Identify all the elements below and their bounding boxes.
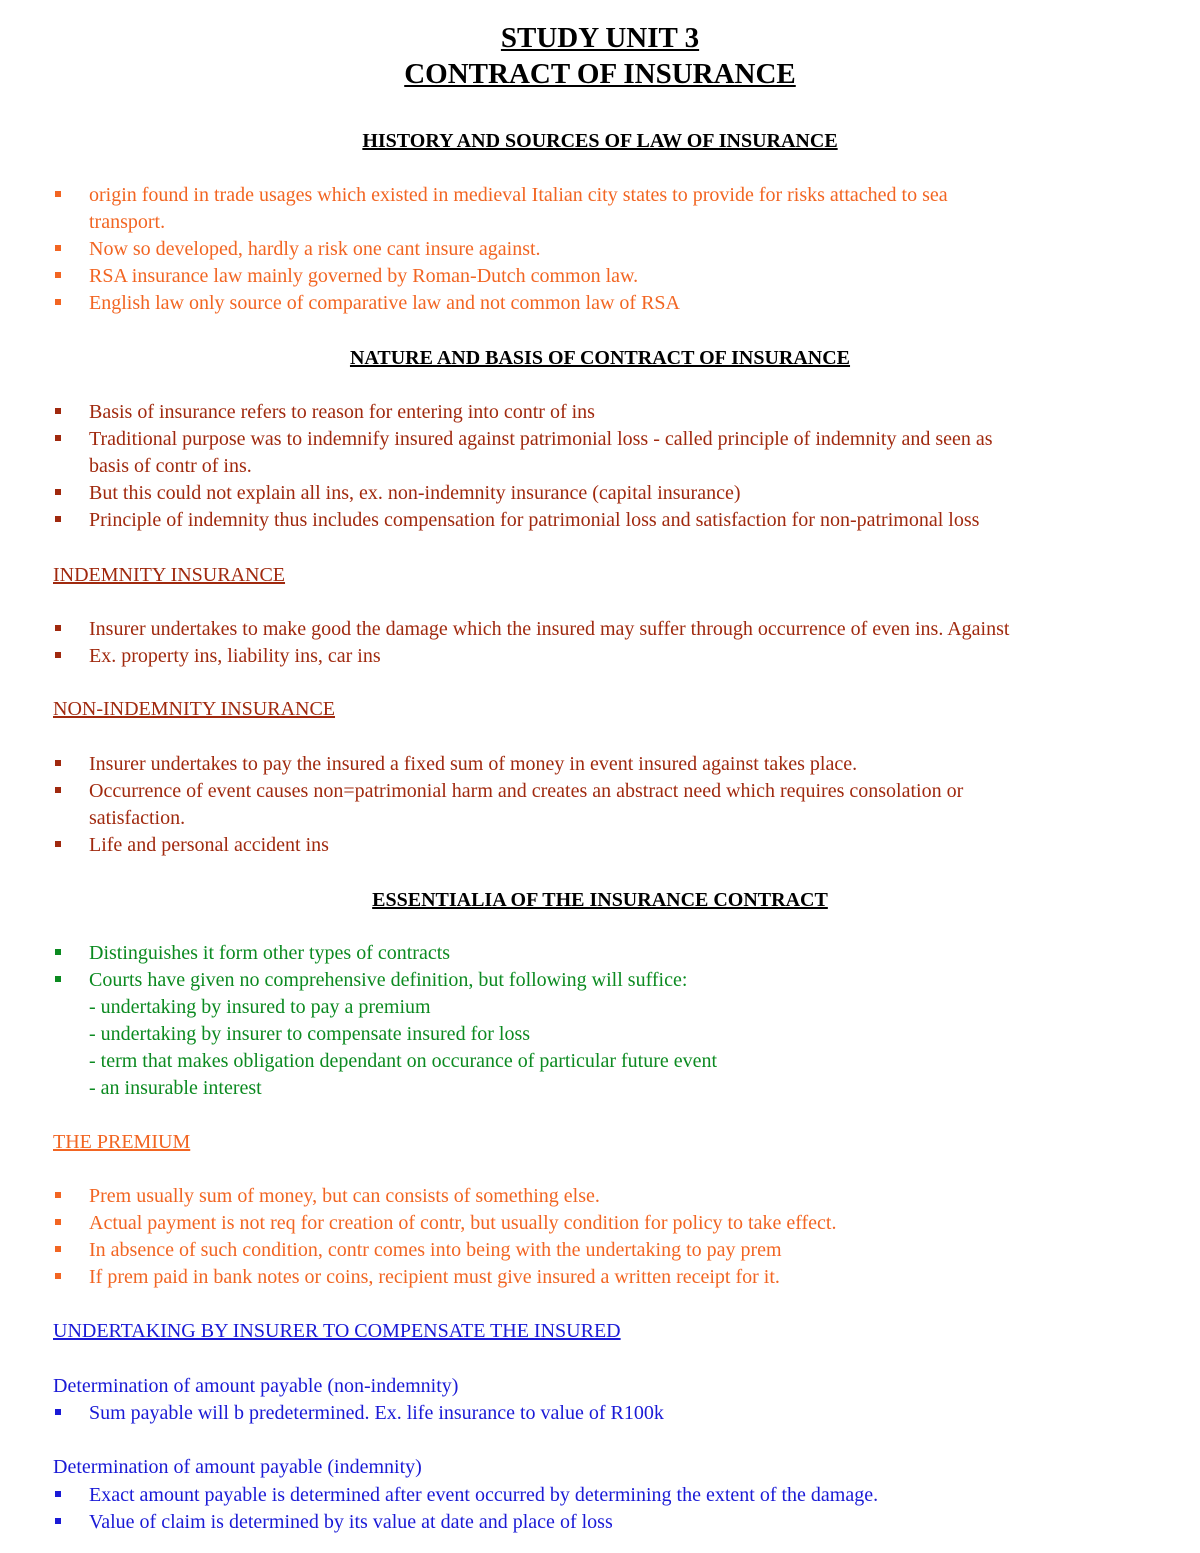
title-study-unit: STUDY UNIT 3 [500, 22, 700, 54]
undertaking-bullet-2: Exact amount payable is determined after event occurred by determining the extent of the damage. [53, 1482, 1193, 1509]
bullet-icon [55, 245, 61, 251]
essentialia-subitem-2: - undertaking by insurer to compensate insured for loss [89, 1023, 531, 1045]
non-indemnity-bullet-2: Occurrence of event causes non=patrimonial harm and creates an abstract need which requires consolation or satisfaction. [53, 778, 1193, 832]
nature-bullet-4: Principle of indemnity thus includes compensation for patrimonial loss and satisfaction for non-patrimonal loss [53, 507, 1193, 534]
bullet-icon [55, 976, 61, 982]
nature-bullet-2: Traditional purpose was to indemnify insured against patrimonial loss - called principle of indemnity and seen as basis of contr of ins. [53, 426, 1193, 480]
non-indemnity-bullet-1: Insurer undertakes to pay the insured a fixed sum of money in event insured against takes place. [53, 751, 1193, 778]
bullet-icon [55, 408, 61, 414]
heading-undertaking: UNDERTAKING BY INSURER TO COMPENSATE THE INSURED [53, 1320, 621, 1342]
undertaking-bullet-3: Value of claim is determined by its value at date and place of loss [53, 1509, 1193, 1536]
bullet-icon [55, 191, 61, 197]
bullet-icon [55, 841, 61, 847]
bullet-icon [55, 760, 61, 766]
bullet-icon [55, 625, 61, 631]
title-contract: CONTRACT OF INSURANCE [404, 58, 796, 90]
undertaking-bullet-1: Sum payable will b predetermined. Ex. life insurance to value of R100k [53, 1400, 1193, 1427]
heading-premium: THE PREMIUM [53, 1131, 191, 1153]
bullet-icon [55, 272, 61, 278]
bullet-icon [55, 1409, 61, 1415]
bullet-icon [55, 435, 61, 441]
bullet-icon [55, 652, 61, 658]
bullet-icon [55, 1192, 61, 1198]
non-indemnity-bullet-3: Life and personal accident ins [53, 832, 1193, 859]
essentialia-subitem-1: - undertaking by insured to pay a premium [89, 996, 431, 1018]
determination-non-indemnity-label: Determination of amount payable (non-indemnity) [53, 1375, 459, 1397]
history-bullet-4: English law only source of comparative law and not common law of RSA [53, 290, 1193, 317]
premium-bullet-3: In absence of such condition, contr comes into being with the undertaking to pay prem [53, 1237, 1193, 1264]
bullet-icon [55, 949, 61, 955]
essentialia-bullet-2: Courts have given no comprehensive definition, but following will suffice: [53, 967, 1193, 994]
premium-bullet-4: If prem paid in bank notes or coins, recipient must give insured a written receipt for it. [53, 1264, 1193, 1291]
history-bullet-2: Now so developed, hardly a risk one cant insure against. [53, 236, 1193, 263]
bullet-icon [55, 1491, 61, 1497]
history-bullet-3: RSA insurance law mainly governed by Roman-Dutch common law. [53, 263, 1193, 290]
bullet-icon [55, 516, 61, 522]
nature-bullet-3: But this could not explain all ins, ex. non-indemnity insurance (capital insurance) [53, 480, 1193, 507]
bullet-icon [55, 1219, 61, 1225]
heading-history: HISTORY AND SOURCES OF LAW OF INSURANCE [362, 130, 838, 152]
premium-bullet-1: Prem usually sum of money, but can consists of something else. [53, 1183, 1193, 1210]
determination-indemnity-label: Determination of amount payable (indemnity) [53, 1456, 422, 1478]
heading-non-indemnity: NON-INDEMNITY INSURANCE [53, 698, 336, 720]
bullet-icon [55, 1246, 61, 1252]
heading-nature: NATURE AND BASIS OF CONTRACT OF INSURANCE [349, 347, 851, 369]
history-bullet-1: origin found in trade usages which existed in medieval Italian city states to provide for risks attached to sea transport. [53, 182, 1193, 236]
bullet-icon [55, 299, 61, 305]
essentialia-subitem-3: - term that makes obligation dependant on occurance of particular future event [89, 1050, 718, 1072]
bullet-icon [55, 1518, 61, 1524]
bullet-icon [55, 489, 61, 495]
indemnity-bullet-1: Insurer undertakes to make good the damage which the insured may suffer through occurrence of even ins. Against [53, 616, 1193, 643]
heading-indemnity: INDEMNITY INSURANCE [53, 564, 286, 586]
indemnity-bullet-2: Ex. property ins, liability ins, car ins [53, 643, 1193, 670]
nature-bullet-1: Basis of insurance refers to reason for entering into contr of ins [53, 399, 1193, 426]
bullet-icon [55, 1273, 61, 1279]
premium-bullet-2: Actual payment is not req for creation of contr, but usually condition for policy to take effect. [53, 1210, 1193, 1237]
heading-essentialia: ESSENTIALIA OF THE INSURANCE CONTRACT [372, 889, 828, 911]
essentialia-subitem-4: - an insurable interest [89, 1077, 262, 1099]
bullet-icon [55, 787, 61, 793]
essentialia-bullet-1: Distinguishes it form other types of contracts [53, 940, 1193, 967]
